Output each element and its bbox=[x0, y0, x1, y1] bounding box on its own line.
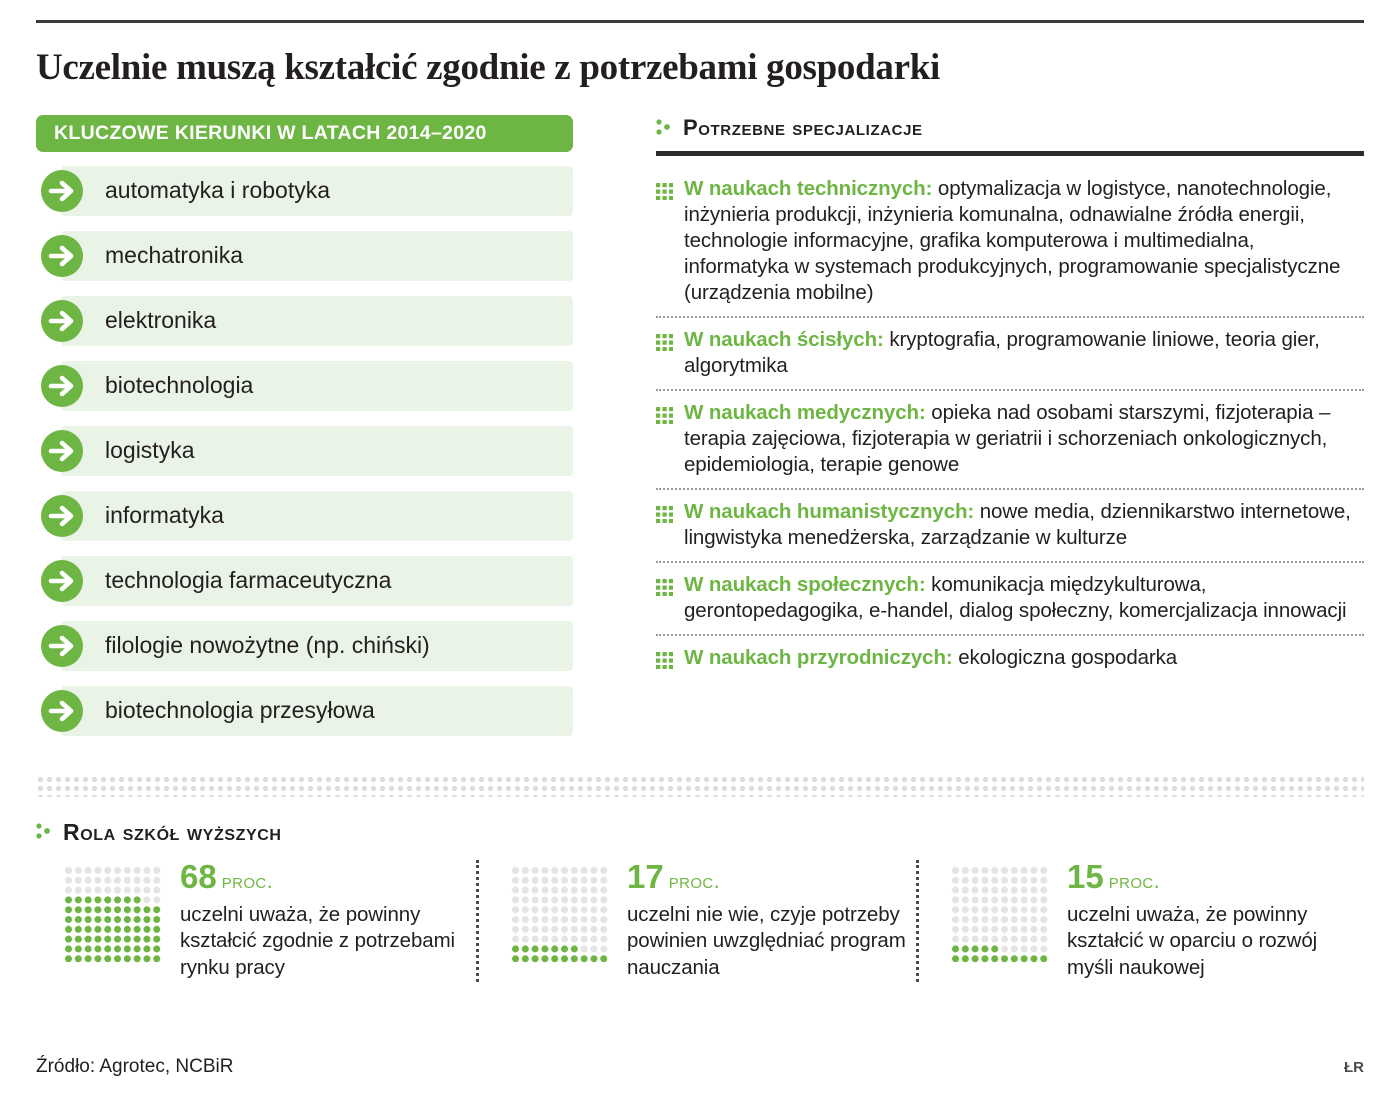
role-section-header bbox=[36, 819, 1364, 846]
key-direction-label: elektronika bbox=[105, 307, 217, 334]
key-direction-label: mechatronika bbox=[105, 242, 244, 269]
grid-dots-icon bbox=[656, 579, 673, 596]
specializations-rule bbox=[656, 151, 1364, 156]
specialization-entry bbox=[656, 167, 1364, 316]
triple-dot-icon bbox=[656, 118, 671, 138]
specializations-header bbox=[656, 115, 1364, 141]
stat-block bbox=[36, 857, 476, 982]
specializations-column bbox=[598, 115, 1364, 751]
triple-dot-icon bbox=[36, 822, 51, 842]
arrow-right-icon bbox=[40, 689, 84, 733]
stat-description: uczelni nie wie, czyje potrzeby powinien uwzględniać program nauczania bbox=[627, 902, 906, 979]
arrow-right-icon bbox=[40, 429, 84, 473]
specialization-lead: W naukach medycznych: bbox=[684, 400, 926, 424]
stat-body bbox=[627, 857, 916, 982]
key-direction-label: automatyka i robotyka bbox=[105, 177, 331, 204]
key-directions-list bbox=[36, 166, 598, 736]
key-direction-row[interactable] bbox=[36, 556, 598, 606]
grid-dots-icon bbox=[656, 334, 673, 351]
arrow-right-icon bbox=[40, 234, 84, 278]
footer bbox=[36, 1056, 1364, 1078]
grid-dots-icon bbox=[656, 183, 673, 200]
key-direction-label: technologia farmaceutyczna bbox=[105, 567, 392, 594]
specializations-list bbox=[656, 167, 1364, 681]
stat-unit: proc. bbox=[668, 867, 721, 893]
arrow-right-icon bbox=[40, 169, 84, 213]
source-label: Źródło: Agrotec, NCBiR bbox=[36, 1056, 234, 1077]
main-columns bbox=[36, 115, 1364, 751]
stat-value: 68 bbox=[180, 857, 217, 895]
stats-row bbox=[36, 857, 1364, 982]
specialization-lead: W naukach społecznych: bbox=[684, 573, 926, 597]
stat-body bbox=[180, 857, 476, 982]
arrow-right-icon bbox=[40, 559, 84, 603]
key-direction-label: filologie nowożytne (np. chiński) bbox=[105, 632, 430, 659]
specializations-title: Potrzebne specjalizacje bbox=[683, 114, 923, 140]
infographic-root bbox=[0, 20, 1400, 1098]
stat-unit: proc. bbox=[1108, 867, 1161, 893]
arrow-right-icon bbox=[40, 364, 84, 408]
specialization-lead: W naukach przyrodniczych: bbox=[684, 646, 953, 670]
specialization-text bbox=[684, 327, 1364, 379]
stat-description: uczelni uważa, że powinny kształcić w oparciu o rozwój myśli naukowej bbox=[1067, 902, 1318, 979]
specialization-body: nowe media, dziennikarstwo internetowe, lingwistyka menedżerska, zarządzanie w kulturze bbox=[684, 500, 1351, 550]
specialization-body: kryptografia, programowanie liniowe, teoria gier, algorytmika bbox=[684, 327, 1320, 377]
stat-block bbox=[476, 857, 916, 982]
specialization-text bbox=[684, 645, 1177, 671]
stat-value-line bbox=[627, 857, 916, 895]
specialization-lead: W naukach technicznych: bbox=[684, 176, 933, 200]
key-direction-label: biotechnologia przesyłowa bbox=[105, 697, 375, 724]
specialization-entry bbox=[656, 488, 1364, 561]
specialization-text bbox=[684, 572, 1364, 624]
stat-body bbox=[1067, 857, 1356, 982]
specialization-text bbox=[684, 499, 1364, 551]
key-direction-row[interactable] bbox=[36, 296, 598, 346]
stat-value: 17 bbox=[627, 857, 664, 895]
specialization-body: ekologiczna gospodarka bbox=[952, 646, 1178, 670]
arrow-right-icon bbox=[40, 299, 84, 343]
specialization-entry bbox=[656, 389, 1364, 488]
stat-description: uczelni uważa, że powinny kształcić zgodnie z potrzebami rynku pracy bbox=[180, 902, 456, 979]
specialization-lead: W naukach humanistycznych: bbox=[684, 500, 975, 523]
specialization-lead: W naukach ścisłych: bbox=[684, 327, 884, 351]
key-direction-row[interactable] bbox=[36, 426, 598, 476]
specialization-body: optymalizacja w logistyce, nanotechnologie, inżynieria produkcji, inżynieria komunalna, odnawialne źródła energii, technologie informacyjne, grafika komputerowa i multimedialna, informatyka w systemach produkcyjnych, programowanie specjalistyczne (urządzenia mobilne) bbox=[684, 176, 1341, 304]
dot-matrix-chart bbox=[64, 866, 164, 982]
stat-unit: proc. bbox=[221, 867, 274, 893]
key-directions-header: KLUCZOWE KIERUNKI W LATACH 2014–2020 bbox=[36, 115, 573, 152]
key-direction-label: biotechnologia bbox=[105, 372, 254, 399]
specialization-text bbox=[684, 400, 1364, 478]
specialization-body: opieka nad osobami starszymi, fizjoterapia – terapia zajęciowa, fizjoterapia w geriatrii i schorzeniach onkologicznych, epidemiologia, terapie genowe bbox=[684, 400, 1331, 476]
dotted-divider-band bbox=[36, 773, 1364, 797]
key-direction-row[interactable] bbox=[36, 686, 598, 736]
dot-matrix-chart bbox=[951, 866, 1051, 982]
arrow-right-icon bbox=[40, 494, 84, 538]
stat-value-line bbox=[180, 857, 476, 895]
key-direction-row[interactable] bbox=[36, 621, 598, 671]
specialization-entry bbox=[656, 634, 1364, 681]
specialization-body: komunikacja międzykulturowa, gerontopedagogika, e-handel, dialog społeczny, komercjalizacja innowacji bbox=[684, 573, 1347, 623]
top-rule bbox=[36, 20, 1364, 23]
grid-dots-icon bbox=[656, 407, 673, 424]
key-direction-label: informatyka bbox=[105, 502, 224, 529]
stat-value-line bbox=[1067, 857, 1356, 895]
dot-matrix-chart bbox=[511, 866, 611, 982]
stat-value: 15 bbox=[1067, 857, 1104, 895]
key-direction-label: logistyka bbox=[105, 437, 195, 464]
credit-label: ŁR bbox=[1344, 1059, 1364, 1076]
grid-dots-icon bbox=[656, 506, 673, 523]
page-title: Uczelnie muszą kształcić zgodnie z potrzebami gospodarki bbox=[36, 47, 940, 88]
specialization-text bbox=[684, 176, 1364, 306]
grid-dots-icon bbox=[656, 652, 673, 669]
arrow-right-icon bbox=[40, 624, 84, 668]
key-direction-row[interactable] bbox=[36, 166, 598, 216]
key-direction-row[interactable] bbox=[36, 361, 598, 411]
stat-block bbox=[916, 857, 1356, 982]
key-direction-row[interactable] bbox=[36, 491, 598, 541]
key-directions-column bbox=[36, 115, 598, 751]
specialization-entry bbox=[656, 561, 1364, 634]
role-section-title: Rola szkół wyższych bbox=[63, 818, 282, 845]
specialization-entry bbox=[656, 316, 1364, 389]
key-direction-row[interactable] bbox=[36, 231, 598, 281]
